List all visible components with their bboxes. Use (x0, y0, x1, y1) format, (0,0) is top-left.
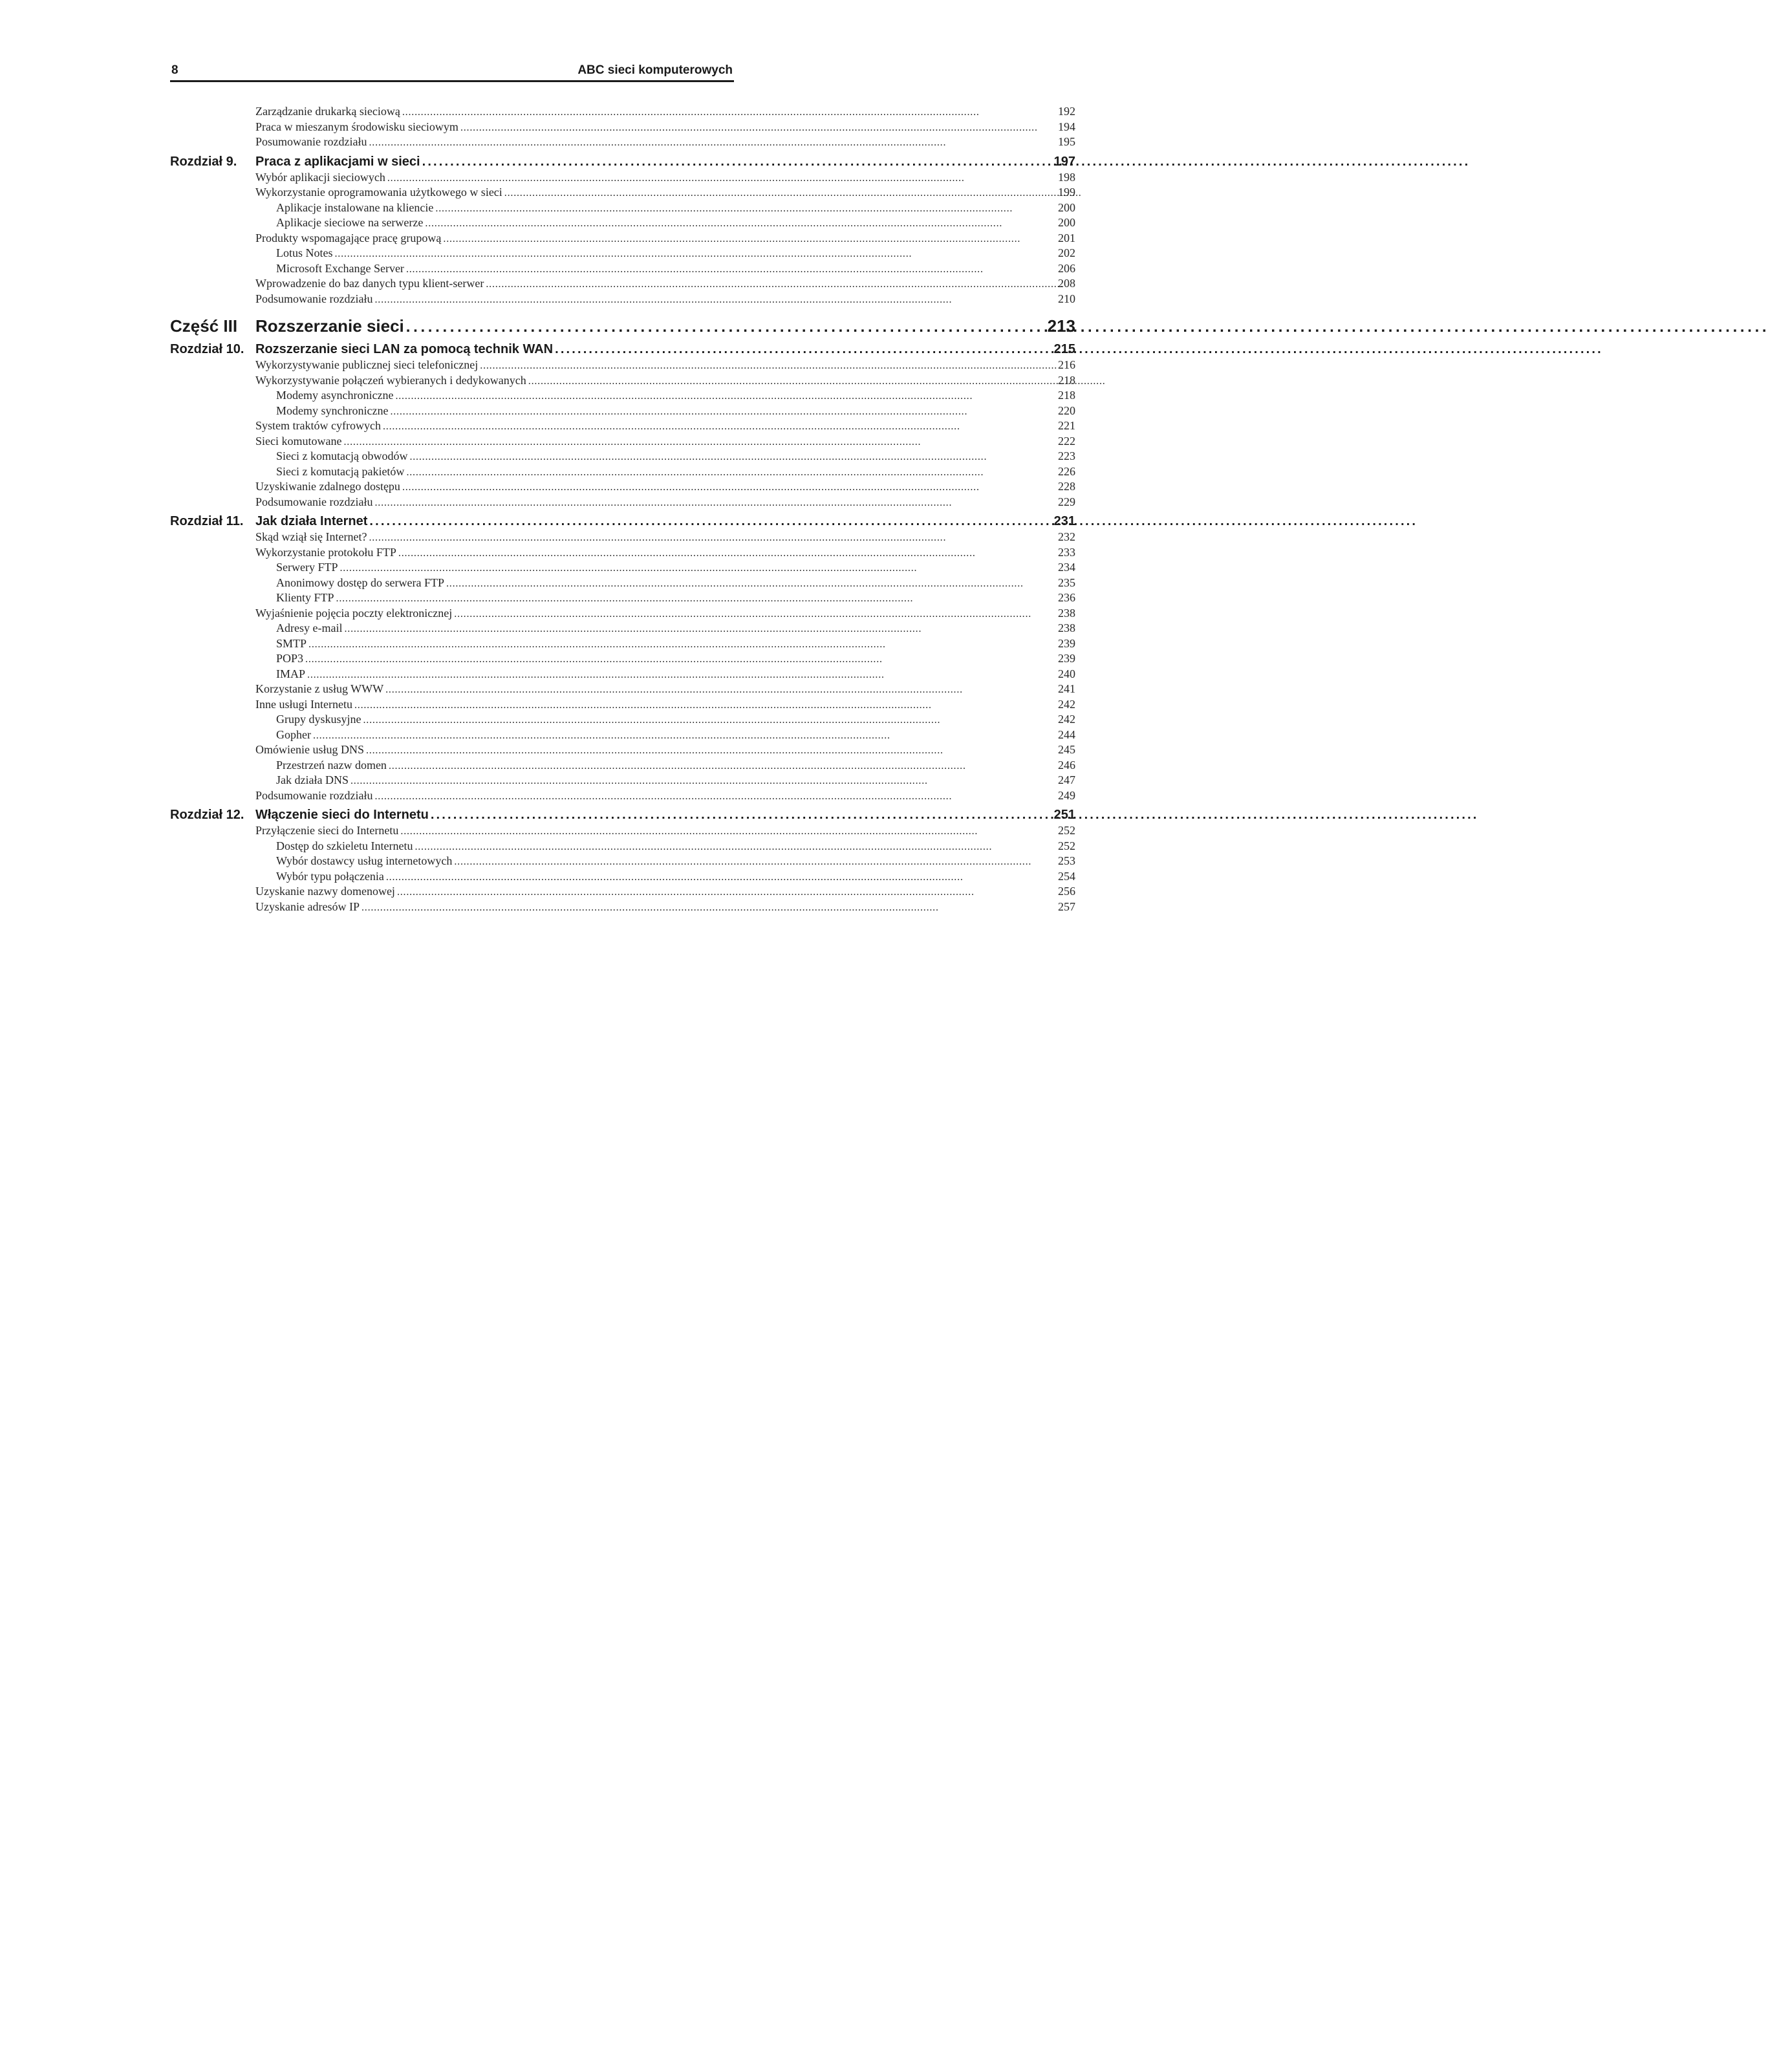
toc-entry-title: Produkty wspomagające pracę grupową (255, 231, 442, 244)
toc-entry-title: Wykorzystywanie połączeń wybieranych i dedykowanych (255, 373, 526, 387)
toc-entry-sec (170, 885, 1075, 900)
toc-entry-title: Posumowanie rozdziału (255, 135, 367, 148)
toc-entry-sub (170, 728, 1075, 744)
toc-entry-title: Omówienie usług DNS (255, 743, 364, 756)
table-of-contents (170, 105, 1075, 915)
toc-entry-title: Sieci z komutacją pakietów (276, 464, 405, 478)
toc-entry-page: 226 (1058, 464, 1075, 478)
toc-entry-sub (170, 404, 1075, 420)
toc-entry-title: Wykorzystywanie publicznej sieci telefonicznej (255, 358, 479, 371)
toc-entry-page: 210 (1058, 292, 1075, 305)
toc-entry-sec (170, 105, 1075, 120)
toc-entry-page: 233 (1058, 545, 1075, 559)
toc-entry-page: 202 (1058, 246, 1075, 259)
toc-entry-page: 245 (1058, 743, 1075, 756)
toc-entry-chap (170, 514, 1075, 530)
page-number: 8 (171, 63, 178, 77)
toc-entry-title: Podsumowanie rozdziału (255, 788, 373, 802)
toc-entry-title: Praca z aplikacjami w sieci (255, 154, 420, 169)
toc-entry-page: 236 (1058, 591, 1075, 604)
toc-entry-label: Rozdział 12. (170, 808, 244, 822)
toc-entry-sec (170, 697, 1075, 713)
toc-entry-page: 239 (1058, 652, 1075, 665)
toc-entry-page: 252 (1058, 824, 1075, 837)
toc-entry-title: Lotus Notes (276, 246, 333, 259)
toc-entry-page: 238 (1058, 606, 1075, 620)
toc-entry-label: Część III (170, 316, 238, 336)
toc-entry-page: 215 (1053, 342, 1075, 356)
toc-entry-page: 216 (1058, 358, 1075, 371)
book-title: ABC sieci komputerowych (577, 63, 733, 77)
toc-entry-title: Dostęp do szkieletu Internetu (276, 839, 413, 852)
toc-entry-label: Rozdział 10. (170, 342, 244, 356)
running-head (170, 62, 734, 82)
toc-entry-title: Uzyskanie adresów IP (255, 900, 360, 913)
toc-entry-page: 208 (1058, 277, 1075, 290)
toc-entry-page: 206 (1058, 261, 1075, 275)
toc-entry-title: Serwery FTP (276, 561, 338, 574)
toc-entry-title: IMAP (276, 667, 306, 680)
toc-entry-sec (170, 682, 1075, 698)
toc-entry-title: Skąd wziął się Internet? (255, 530, 367, 543)
toc-entry-page: 197 (1053, 154, 1075, 169)
toc-entry-page: 200 (1058, 200, 1075, 214)
toc-entry-sub (170, 561, 1075, 576)
toc-entry-title: Wybór aplikacji sieciowych (255, 170, 385, 184)
toc-entry-sub (170, 854, 1075, 870)
toc-entry-sec (170, 606, 1075, 622)
toc-entry-page: 232 (1058, 530, 1075, 543)
toc-entry-page: 253 (1058, 854, 1075, 867)
toc-entry-page: 257 (1058, 900, 1075, 913)
toc-entry-sec (170, 530, 1075, 546)
toc-entry-title: SMTP (276, 636, 307, 650)
toc-entry-sub (170, 464, 1075, 480)
toc-entry-title: Adresy e-mail (276, 621, 343, 634)
toc-entry-title: Uzyskiwanie zdalnego dostępu (255, 480, 400, 493)
toc-entry-sec (170, 743, 1075, 759)
toc-entry-page: 201 (1058, 231, 1075, 244)
toc-entry-page: 242 (1058, 697, 1075, 711)
toc-entry-page: 218 (1058, 373, 1075, 387)
toc-entry-page: 251 (1053, 808, 1075, 822)
toc-entry-title: Zarządzanie drukarką sieciową (255, 105, 400, 118)
toc-entry-page: 200 (1058, 216, 1075, 229)
toc-entry-title: Aplikacje instalowane na kliencie (276, 200, 434, 214)
toc-entry-title: Przyłączenie sieci do Internetu (255, 824, 399, 837)
toc-entry-title: POP3 (276, 652, 304, 665)
toc-entry-sub (170, 216, 1075, 232)
toc-entry-title: Sieci z komutacją obwodów (276, 449, 408, 462)
toc-entry-title: Rozszerzanie sieci (255, 316, 404, 336)
toc-entry-title: Jak działa DNS (276, 773, 349, 786)
toc-entry-page: 192 (1058, 105, 1075, 118)
toc-entry-label: Rozdział 11. (170, 514, 244, 528)
toc-entry-title: Wyjaśnienie pojęcia poczty elektronicznej (255, 606, 453, 620)
toc-entry-title: Modemy synchroniczne (276, 404, 389, 417)
toc-entry-title: Gopher (276, 728, 311, 741)
toc-entry-title: Podsumowanie rozdziału (255, 292, 373, 305)
toc-entry-sub (170, 389, 1075, 404)
toc-entry-page: 195 (1058, 135, 1075, 148)
toc-entry-page: 241 (1058, 682, 1075, 695)
toc-entry-sec (170, 277, 1075, 292)
toc-entry-sub (170, 839, 1075, 855)
toc-entry-title: Przestrzeń nazw domen (276, 758, 387, 772)
toc-entry-title: System traktów cyfrowych (255, 419, 381, 432)
toc-entry-title: Rozszerzanie sieci LAN za pomocą technik WAN (255, 342, 554, 356)
toc-entry-page: 254 (1058, 869, 1075, 883)
toc-entry-sub (170, 652, 1075, 667)
toc-entry-title: Wykorzystanie oprogramowania użytkowego w sieci (255, 186, 502, 199)
toc-entry-title: Modemy asynchroniczne (276, 389, 394, 402)
toc-entry-sub (170, 591, 1075, 607)
toc-entry-page: 249 (1058, 788, 1075, 802)
toc-entry-page: 247 (1058, 773, 1075, 786)
toc-entry-page: 228 (1058, 480, 1075, 493)
toc-entry-sec (170, 135, 1075, 151)
toc-entry-title: Wybór dostawcy usług internetowych (276, 854, 453, 867)
toc-entry-page: 252 (1058, 839, 1075, 852)
toc-entry-sub (170, 713, 1075, 728)
toc-entry-sub (170, 246, 1075, 262)
toc-entry-title: Uzyskanie nazwy domenowej (255, 885, 395, 898)
toc-entry-sub (170, 636, 1075, 653)
toc-entry-chap (170, 154, 1075, 171)
toc-entry-page: 221 (1058, 419, 1075, 432)
toc-entry-title: Jak działa Internet (255, 514, 368, 528)
toc-entry-sec (170, 373, 1075, 389)
toc-entry-title: Inne usługi Internetu (255, 697, 352, 711)
toc-entry-sec (170, 231, 1075, 247)
toc-entry-title: Sieci komutowane (255, 434, 342, 448)
toc-entry-title: Wprowadzenie do baz danych typu klient-serwer (255, 277, 484, 290)
toc-entry-chap (170, 342, 1075, 358)
toc-entry-page: 231 (1053, 514, 1075, 528)
toc-entry-sub (170, 261, 1075, 277)
toc-entry-page: 244 (1058, 728, 1075, 741)
toc-entry-page: 239 (1058, 636, 1075, 650)
toc-entry-chap (170, 808, 1075, 824)
toc-entry-sec (170, 419, 1075, 435)
toc-entry-sec (170, 292, 1075, 308)
toc-entry-sec (170, 186, 1075, 201)
toc-entry-title: Korzystanie z usług WWW (255, 682, 384, 695)
toc-entry-page: 242 (1058, 713, 1075, 726)
toc-entry-sec (170, 170, 1075, 186)
toc-entry-part (170, 316, 1075, 338)
toc-entry-sub (170, 758, 1075, 774)
toc-entry-title: Anonimowy dostęp do serwera FTP (276, 576, 444, 589)
toc-entry-sec (170, 358, 1075, 374)
toc-entry-page: 218 (1058, 389, 1075, 402)
toc-entry-page: 213 (1047, 316, 1075, 336)
toc-entry-page: 223 (1058, 449, 1075, 462)
toc-entry-sub (170, 449, 1075, 465)
toc-entry-title: Grupy dyskusyjne (276, 713, 361, 726)
toc-entry-title: Podsumowanie rozdziału (255, 495, 373, 508)
toc-entry-page: 199 (1058, 186, 1075, 199)
toc-entry-sub (170, 200, 1075, 217)
toc-entry-sub (170, 667, 1075, 683)
toc-entry-page: 198 (1058, 170, 1075, 184)
toc-entry-title: Wybór typu połączenia (276, 869, 384, 883)
toc-entry-title: Włączenie sieci do Internetu (255, 808, 429, 822)
toc-entry-title: Wykorzystanie protokołu FTP (255, 545, 396, 559)
toc-entry-sec (170, 120, 1075, 136)
toc-entry-sec (170, 434, 1075, 450)
toc-entry-sub (170, 869, 1075, 885)
toc-entry-page: 235 (1058, 576, 1075, 589)
toc-entry-sec (170, 900, 1075, 916)
toc-entry-title: Praca w mieszanym środowisku sieciowym (255, 120, 458, 133)
toc-entry-page: 229 (1058, 495, 1075, 508)
toc-entry-sub (170, 621, 1075, 637)
toc-entry-page: 256 (1058, 885, 1075, 898)
toc-entry-sec (170, 495, 1075, 511)
document-page (0, 0, 1075, 1172)
toc-entry-sub (170, 773, 1075, 789)
toc-entry-title: Microsoft Exchange Server (276, 261, 404, 275)
toc-entry-title: Klienty FTP (276, 591, 334, 604)
toc-entry-title: Aplikacje sieciowe na serwerze (276, 216, 424, 229)
toc-entry-sec (170, 788, 1075, 804)
toc-entry-label: Rozdział 9. (170, 154, 237, 169)
toc-entry-sub (170, 576, 1075, 592)
toc-entry-page: 240 (1058, 667, 1075, 680)
toc-entry-page: 222 (1058, 434, 1075, 448)
toc-entry-sec (170, 824, 1075, 839)
toc-entry-sec (170, 545, 1075, 561)
toc-entry-page: 238 (1058, 621, 1075, 634)
toc-entry-page: 246 (1058, 758, 1075, 772)
toc-entry-sec (170, 480, 1075, 495)
toc-entry-page: 234 (1058, 561, 1075, 574)
toc-entry-page: 220 (1058, 404, 1075, 417)
toc-entry-page: 194 (1058, 120, 1075, 133)
